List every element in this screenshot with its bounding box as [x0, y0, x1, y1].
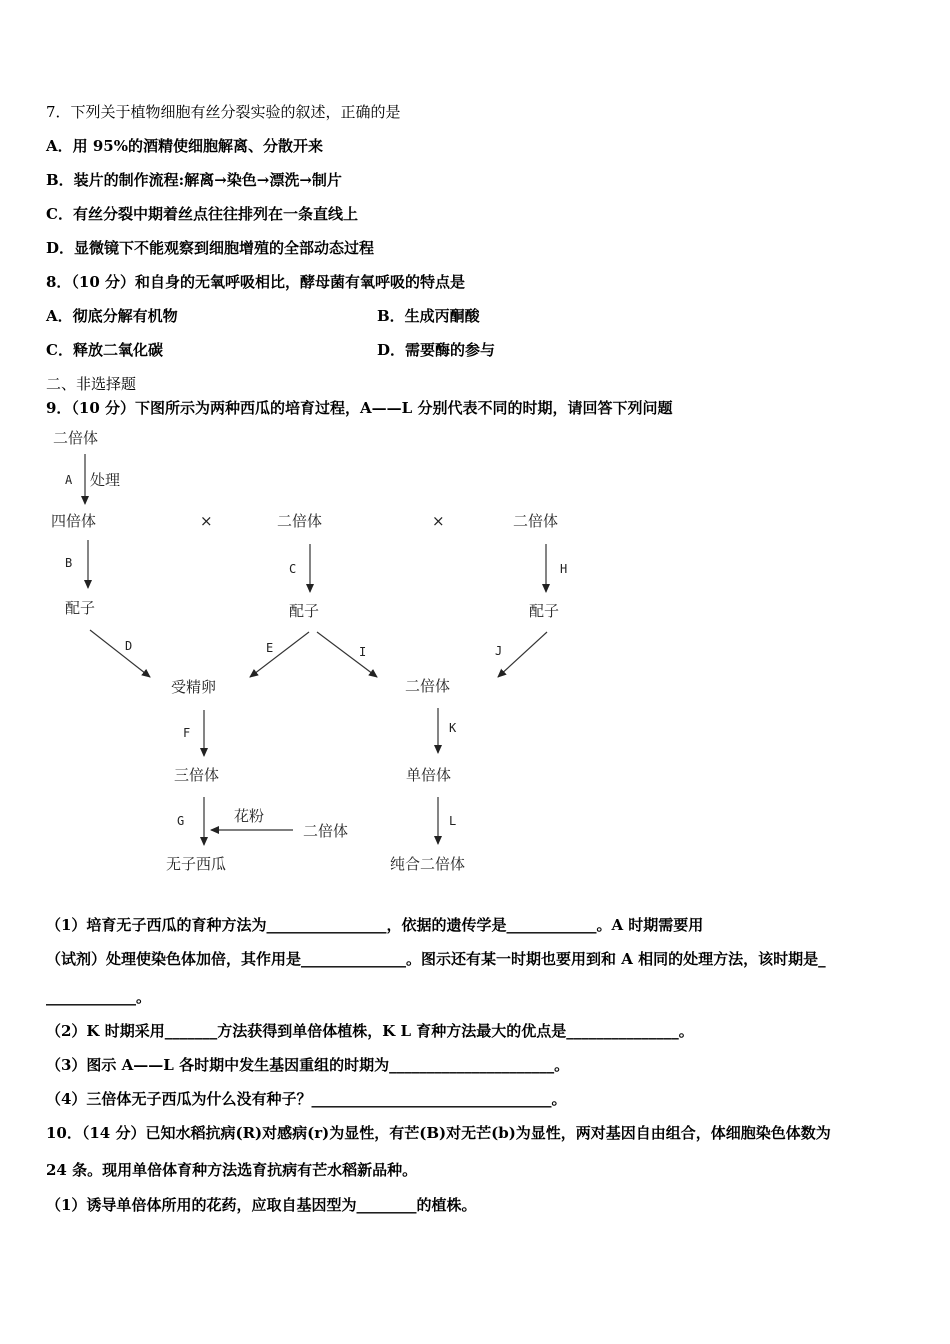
node-diploid-top: 二倍体 [53, 429, 99, 447]
node-zygote: 受精卵 [171, 678, 217, 696]
q8-option-a: A．彻底分解有机物 [46, 307, 178, 325]
q10-sub1: （1）诱导单倍体所用的花药，应取自基因型为________的植株。 [46, 1196, 477, 1214]
breeding-diagram [40, 420, 600, 890]
node-seedless-watermelon: 无子西瓜 [166, 855, 227, 873]
label-f: F [183, 726, 191, 740]
label-a: A [65, 473, 73, 487]
node-tetraploid: 四倍体 [51, 512, 97, 530]
q7-option-d: D．显微镜下不能观察到细胞增殖的全部动态过程 [46, 239, 375, 257]
q9-sub3: （3）图示 A——L 各时期中发生基因重组的时期为______________________。 [46, 1056, 570, 1074]
node-gamete-1: 配子 [65, 599, 96, 617]
arrow-i [317, 632, 377, 677]
q9-sub1-line3: ____________。 [46, 988, 152, 1006]
q9-sub4: （4）三倍体无子西瓜为什么没有种子？________________________________。 [46, 1090, 567, 1108]
cross-sign-1: × [200, 512, 213, 530]
q8-option-d: D．需要酶的参与 [377, 341, 496, 359]
q7-stem: 7．下列关于植物细胞有丝分裂实验的叙述，正确的是 [46, 103, 401, 121]
node-triploid: 三倍体 [174, 766, 220, 784]
node-haploid: 单倍体 [406, 766, 452, 784]
label-g: G [177, 814, 185, 828]
label-j: J [495, 644, 503, 658]
label-e: E [266, 641, 274, 655]
label-b: B [65, 556, 73, 570]
q9-sub2: （2）K 时期采用_______方法获得到单倍体植株，K L 育种方法最大的优点是_______________。 [46, 1022, 694, 1040]
q8-option-b: B．生成丙酮酸 [377, 307, 480, 325]
node-diploid-right: 二倍体 [513, 512, 559, 530]
label-c: C [289, 562, 297, 576]
node-gamete-3: 配子 [529, 602, 560, 620]
q7-option-c: C．有丝分裂中期着丝点往往排列在一条直线上 [46, 205, 358, 223]
q9-sub1-line2: （试剂）处理使染色体加倍，其作用是______________。图示还有某一时期也要用到和 A 相同的处理方法，该时期是_ [46, 950, 826, 968]
q10-stem-line1: 10．（14 分）已知水稻抗病(R)对感病(r)为显性，有芒(B)对无芒(b)为显性，两对基因自由组合，体细胞染色体数为 [46, 1124, 831, 1142]
q7-option-b: B．装片的制作流程:解离→染色→漂洗→制片 [46, 171, 342, 189]
q8-option-c: C．释放二氧化碳 [46, 341, 163, 359]
q7-option-a: A．用 95%的酒精使细胞解离、分散开来 [46, 137, 323, 155]
node-pollen: 花粉 [234, 807, 265, 825]
label-l: L [449, 814, 457, 828]
node-gamete-2: 配子 [289, 602, 320, 620]
node-diploid-2: 二倍体 [405, 677, 451, 695]
arrow-e [250, 632, 309, 677]
label-i: I [359, 645, 367, 659]
node-diploid-mid: 二倍体 [277, 512, 323, 530]
arrow-d [90, 630, 150, 677]
q8-options-row2 [46, 340, 846, 360]
q9-stem: 9．（10 分）下图所示为两种西瓜的培育过程，A——L 分别代表不同的时期，请回答下列问题 [46, 399, 673, 417]
node-diploid-3: 二倍体 [303, 822, 349, 840]
arrow-j [498, 632, 547, 677]
node-pure-diploid: 纯合二倍体 [390, 855, 466, 873]
label-h: H [560, 562, 568, 576]
label-k: K [449, 721, 457, 735]
label-d: D [125, 639, 133, 653]
section-title: 二、非选择题 [46, 375, 137, 393]
q10-stem-line2: 24 条。现用单倍体育种方法选育抗病有芒水稻新品种。 [46, 1161, 418, 1179]
cross-sign-2: × [432, 512, 445, 530]
q9-sub1-line1: （1）培育无子西瓜的育种方法为________________，依据的遗传学是____________。A 时期需要用 [46, 916, 704, 934]
q8-options-row1 [46, 306, 846, 326]
q8-stem: 8．（10 分）和自身的无氧呼吸相比，酵母菌有氧呼吸的特点是 [46, 273, 466, 291]
node-treatment: 处理 [90, 471, 121, 489]
